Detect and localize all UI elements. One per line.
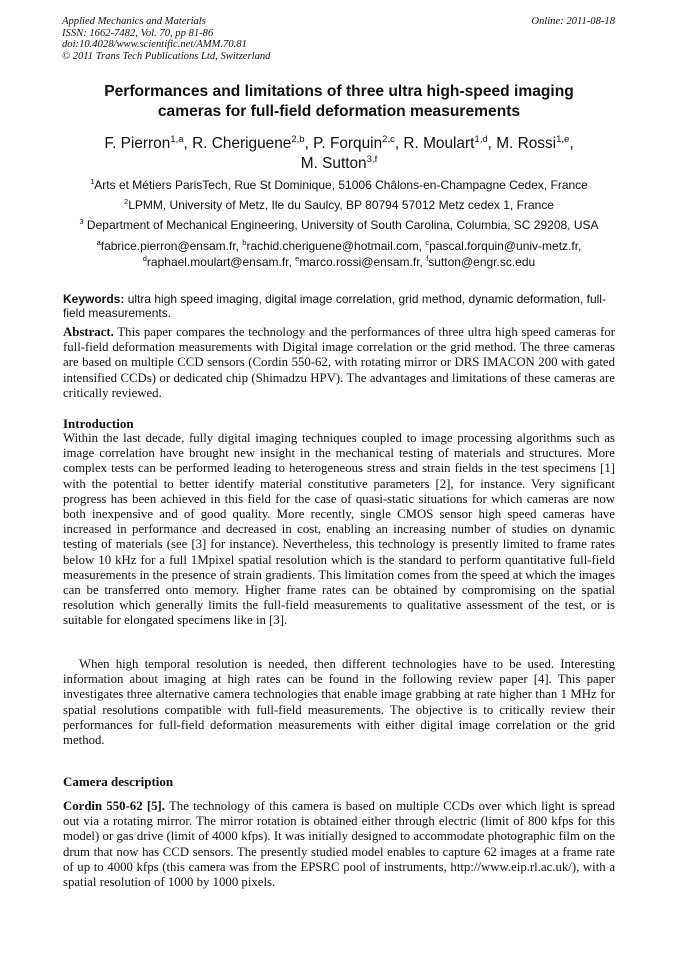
abstract (63, 325, 615, 401)
email-sup: a (96, 238, 101, 247)
journal-doi: doi:10.4028/www.scientific.net/AMM.70.81 (62, 39, 247, 51)
email-sup: f (426, 253, 429, 263)
keywords-label: Keywords: (63, 292, 125, 306)
author-line (62, 134, 616, 154)
affiliation (62, 198, 616, 212)
affiliation-text: Department of Mechanical Engineering, University of South Carolina, Columbia, SC 29208, USA (83, 218, 599, 232)
keywords (63, 292, 616, 320)
journal-name: Applied Mechanics and Materials (62, 16, 206, 27)
email-list (62, 239, 616, 270)
email: rachid.cheriguene@hotmail.com, (246, 239, 426, 253)
title-line: Performances and limitations of three ultra high-speed imaging (104, 83, 574, 100)
email: pascal.forquin@univ-metz.fr, (429, 239, 582, 253)
author-sup: 1,a (170, 133, 184, 145)
author: F. Pierron (104, 135, 171, 152)
author: , R. Cheriguene (183, 135, 292, 152)
author-sup: 2,b (291, 133, 305, 145)
camera-text: The technology of this camera is based on multiple CCDs over which light is spread out via a rotating mirror. The mirror rotation is obtained either through electric (limit of 800 kfps for this model) or gas drive (limit of 4000 kfps). It was initially designed to accommodate photographic film on the drum that now has CCD sensors. The presently studied model enables to capture 62 images at a frame rate of up to 4000 kfps (this camera was from the EPSRC pool of instruments, http://www.eip.rl.ac.uk/), with a spatial resolution of 1000 by 1000 pixels. (63, 799, 615, 890)
keywords-text: ultra high speed imaging, digital image correlation, grid method, dynamic deformation, full-field measurements. (63, 292, 606, 320)
camera-paragraph (63, 799, 615, 890)
email: marco.rossi@ensam.fr, (299, 254, 427, 269)
affiliation (62, 218, 616, 232)
online-date: Online: 2011-08-18 (531, 16, 615, 27)
camera-label: Cordin 550-62 [5]. (63, 799, 165, 813)
author-sup: 3,f (366, 153, 378, 165)
author: , R. Moulart (394, 135, 475, 152)
journal-info (62, 16, 270, 62)
email-sup: c (425, 238, 430, 247)
author: , M. Rossi (487, 135, 557, 152)
email-line (62, 255, 616, 271)
journal-issn: ISSN: 1662-7482, Vol. 70, pp 81-86 (62, 27, 214, 39)
journal-copyright: © 2011 Trans Tech Publications Ltd, Switzerland (62, 50, 271, 62)
author-sup: 1,e (556, 133, 570, 145)
affiliation-sup: 1 (90, 177, 95, 186)
abstract-text: This paper compares the technology and the performances of three ultra high speed cameras for full-field deformation measurements with Digital image correlation or the grid method. The three cameras are based on multiple CCD sensors (Cordin 550-62, with rotating mirror or DRS IMACON 200 with gated intensified CCDs) or dedicated chip (Shimadzu HPV). The advantages and limitations of these cameras are critically reviewed. (63, 325, 615, 400)
affiliation-text: LPMM, University of Metz, Ile du Saulcy, BP 80794 57012 Metz cedex 1, France (128, 198, 554, 212)
affiliation-sup: 3 (79, 217, 84, 226)
camera-description-heading: Camera description (63, 774, 174, 789)
affiliation-sup: 2 (124, 197, 129, 206)
title-line: cameras for full-field deformation measurements (157, 103, 521, 120)
email-sup: e (295, 253, 300, 263)
email: sutton@engr.sc.edu (428, 254, 536, 269)
email: fabrice.pierron@ensam.fr, (100, 239, 243, 253)
email-sup: d (142, 253, 147, 263)
introduction-heading: Introduction (63, 416, 134, 431)
email-line (62, 239, 616, 255)
email-sup: b (242, 238, 247, 247)
author-separator: , (569, 135, 574, 152)
abstract-label: Abstract. (63, 325, 114, 339)
paper-title (62, 82, 616, 122)
introduction-paragraph: When high temporal resolution is needed, then different technologies have to be used. Interesting information about imaging at high rates can be found in the following review paper [4]. This paper investigates three alternative camera technologies that enable image grabbing at rate higher than 1 MHz for spatial resolutions compatible with full-field measurements. The objective is to critically review their performances for full-field deformation measurements with either digital image correlation or the grid method. (63, 657, 615, 748)
author-sup: 1,d (474, 133, 488, 145)
author-sup: 2,c (382, 133, 395, 145)
author: M. Sutton (300, 154, 367, 172)
email: raphael.moulart@ensam.fr, (146, 254, 296, 269)
author-line (62, 154, 616, 174)
author: , P. Forquin (304, 135, 383, 152)
affiliation (62, 178, 616, 192)
affiliation-text: Arts et Métiers ParisTech, Rue St Dominique, 51006 Châlons-en-Champagne Cedex, France (94, 178, 588, 192)
author-list (62, 134, 616, 173)
introduction-paragraph: Within the last decade, fully digital imaging techniques coupled to image processing algorithms such as image correlation have brought new insight in the mechanical testing of materials and structures. More complex tests can be performed leading to heterogeneous stress and strain fields in the test specimens [1] with the potential to better identify material constitutive parameters [2], for instance. Very significant progress has been achieved in this field for the case of quasi-static situations for which cameras are now both inexpensive and of good quality. More recently, single CMOS sensor high speed cameras have increased in performance and decreased in cost, enabling an increasing number of studies on dynamic testing of materials (see [3] for instance). Nevertheless, this technology is presently limited to frame rates below 10 kHz for a full 1Mpixel spatial resolution which is the standard to perform quantitative full-field measurements in the presence of strain gradients. This limitation comes from the speed at which the images can be transferred onto memory. Higher frame rates can be obtained by compromising on the spatial resolution which generally limits the full-field measurements to qualitative assessment of the test, or is suitable for elongated specimens like in [3]. (63, 431, 615, 628)
